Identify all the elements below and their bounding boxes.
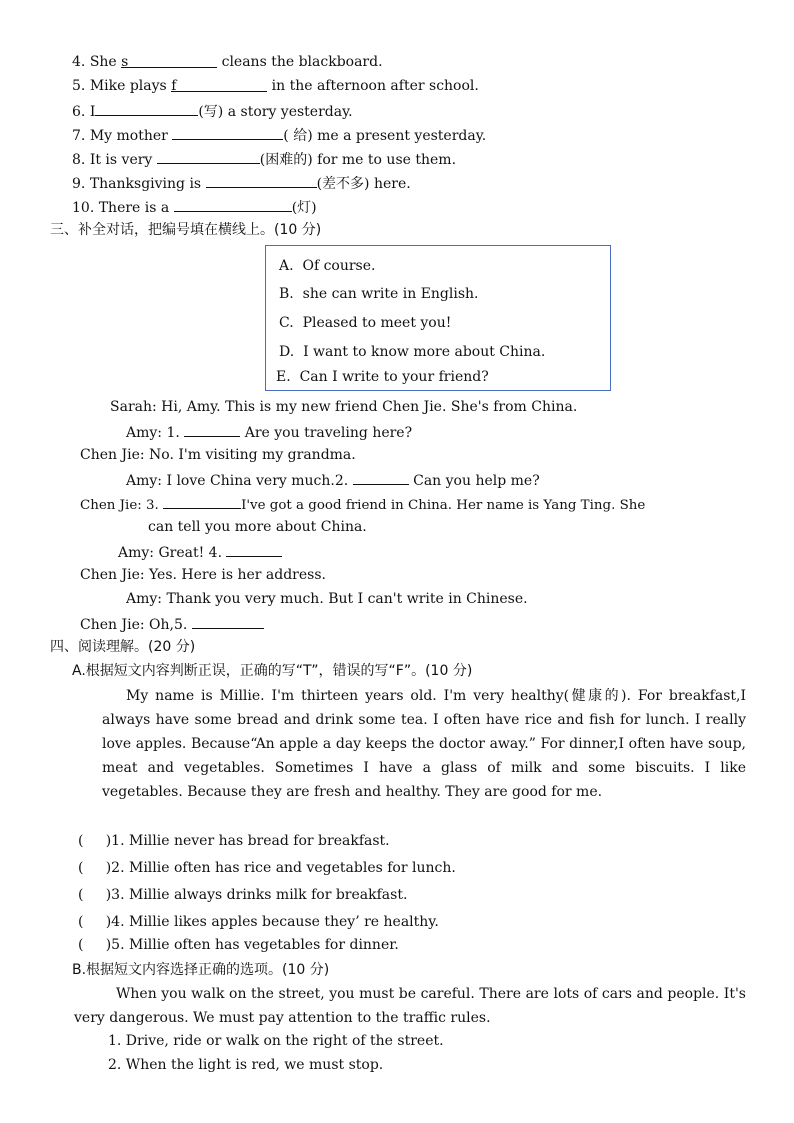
dialogue-line-2: Amy: 1. Are you traveling here? [126, 421, 412, 441]
dialogue-line-3: Chen Jie: No. I'm visiting my grandma. [80, 447, 356, 463]
option-c: C. Pleased to meet you! [279, 315, 452, 331]
part-a-title: A.根据短文内容判断正误，正确的写“T”，错误的写“F”。(10 分) [72, 663, 473, 679]
option-d: D. I want to know more about China. [279, 344, 546, 360]
answer-blank[interactable] [226, 541, 282, 557]
judgment-3: ( )3. Millie always drinks milk for breakfast. [78, 887, 408, 903]
dialogue-line-5: Chen Jie: 3. I've got a good friend in China. Her name is Yang Ting. She [80, 493, 645, 513]
option-b: B. she can write in English. [279, 286, 479, 302]
answer-blank[interactable] [206, 172, 317, 188]
judgment-2: ( )2. Millie often has rice and vegetables for lunch. [78, 860, 456, 876]
dialogue-line-5-cont: can tell you more about China. [148, 519, 367, 535]
answer-blank[interactable] [184, 421, 240, 437]
answer-blank[interactable] [172, 124, 283, 140]
fill-item-7: 7. My mother ( 给) me a present yesterday. [72, 124, 486, 144]
judgment-4: ( )4. Millie likes apples because they’ re healthy. [78, 914, 439, 930]
dialogue-line-9: Chen Jie: Oh,5. [80, 613, 264, 633]
passage-b: When you walk on the street, you must be careful. There are lots of cars and people. It's very dangerous. We must pay attention to the traffic rules. [74, 986, 746, 1026]
answer-blank[interactable] [174, 196, 292, 212]
judgment-1: ( )1. Millie never has bread for breakfast. [78, 833, 390, 849]
answer-blank[interactable] [163, 493, 241, 509]
section-3-title: 三、补全对话，把编号填在横线上。(10 分) [50, 222, 322, 238]
option-a: A. Of course. [279, 258, 376, 274]
fill-item-4: 4. She s cleans the blackboard. [72, 54, 383, 70]
dialogue-line-1: Sarah: Hi, Amy. This is my new friend Chen Jie. She's from China. [110, 399, 578, 415]
answer-blank[interactable] [353, 469, 409, 485]
part-b-title: B.根据短文内容选择正确的选项。(10 分) [72, 962, 330, 978]
answer-blank[interactable] [95, 100, 198, 116]
judgment-5: ( )5. Millie often has vegetables for dinner. [78, 937, 399, 953]
dialogue-line-8: Amy: Thank you very much. But I can't write in Chinese. [126, 591, 528, 607]
answer-blank[interactable] [157, 148, 260, 164]
dialogue-line-7: Chen Jie: Yes. Here is her address. [80, 567, 326, 583]
traffic-rule-1: 1. Drive, ride or walk on the right of the street. [108, 1033, 444, 1049]
fill-item-10: 10. There is a (灯) [72, 196, 317, 216]
fill-item-9: 9. Thanksgiving is (差不多) here. [72, 172, 411, 192]
dialogue-line-6: Amy: Great! 4. [118, 541, 282, 561]
option-e: E. Can I write to your friend? [276, 369, 489, 385]
traffic-rule-2: 2. When the light is red, we must stop. [108, 1057, 384, 1073]
passage-a: My name is Millie. I'm thirteen years old. I'm very healthy(健康的). For breakfast,I always have some bread and drink some tea. I often have rice and fish for lunch. I really love apples. Because“An apple a day keeps the doctor away.” For dinner,I often have soup, meat and vegetables. Sometimes I have a glass of milk and some biscuits. I like vegetables. Because they are fresh and healthy. They are good for me. [102, 688, 746, 800]
fill-item-6: 6. I (写) a story yesterday. [72, 100, 353, 120]
answer-blank[interactable]: s [121, 52, 217, 68]
fill-item-5: 5. Mike plays f in the afternoon after school. [72, 78, 479, 94]
dialogue-line-4: Amy: I love China very much.2. Can you help me? [126, 469, 540, 489]
section-4-title: 四、阅读理解。(20 分) [50, 639, 196, 655]
fill-item-8: 8. It is very (困难的) for me to use them. [72, 148, 456, 168]
answer-blank[interactable] [192, 613, 264, 629]
answer-blank[interactable]: f [171, 76, 267, 92]
